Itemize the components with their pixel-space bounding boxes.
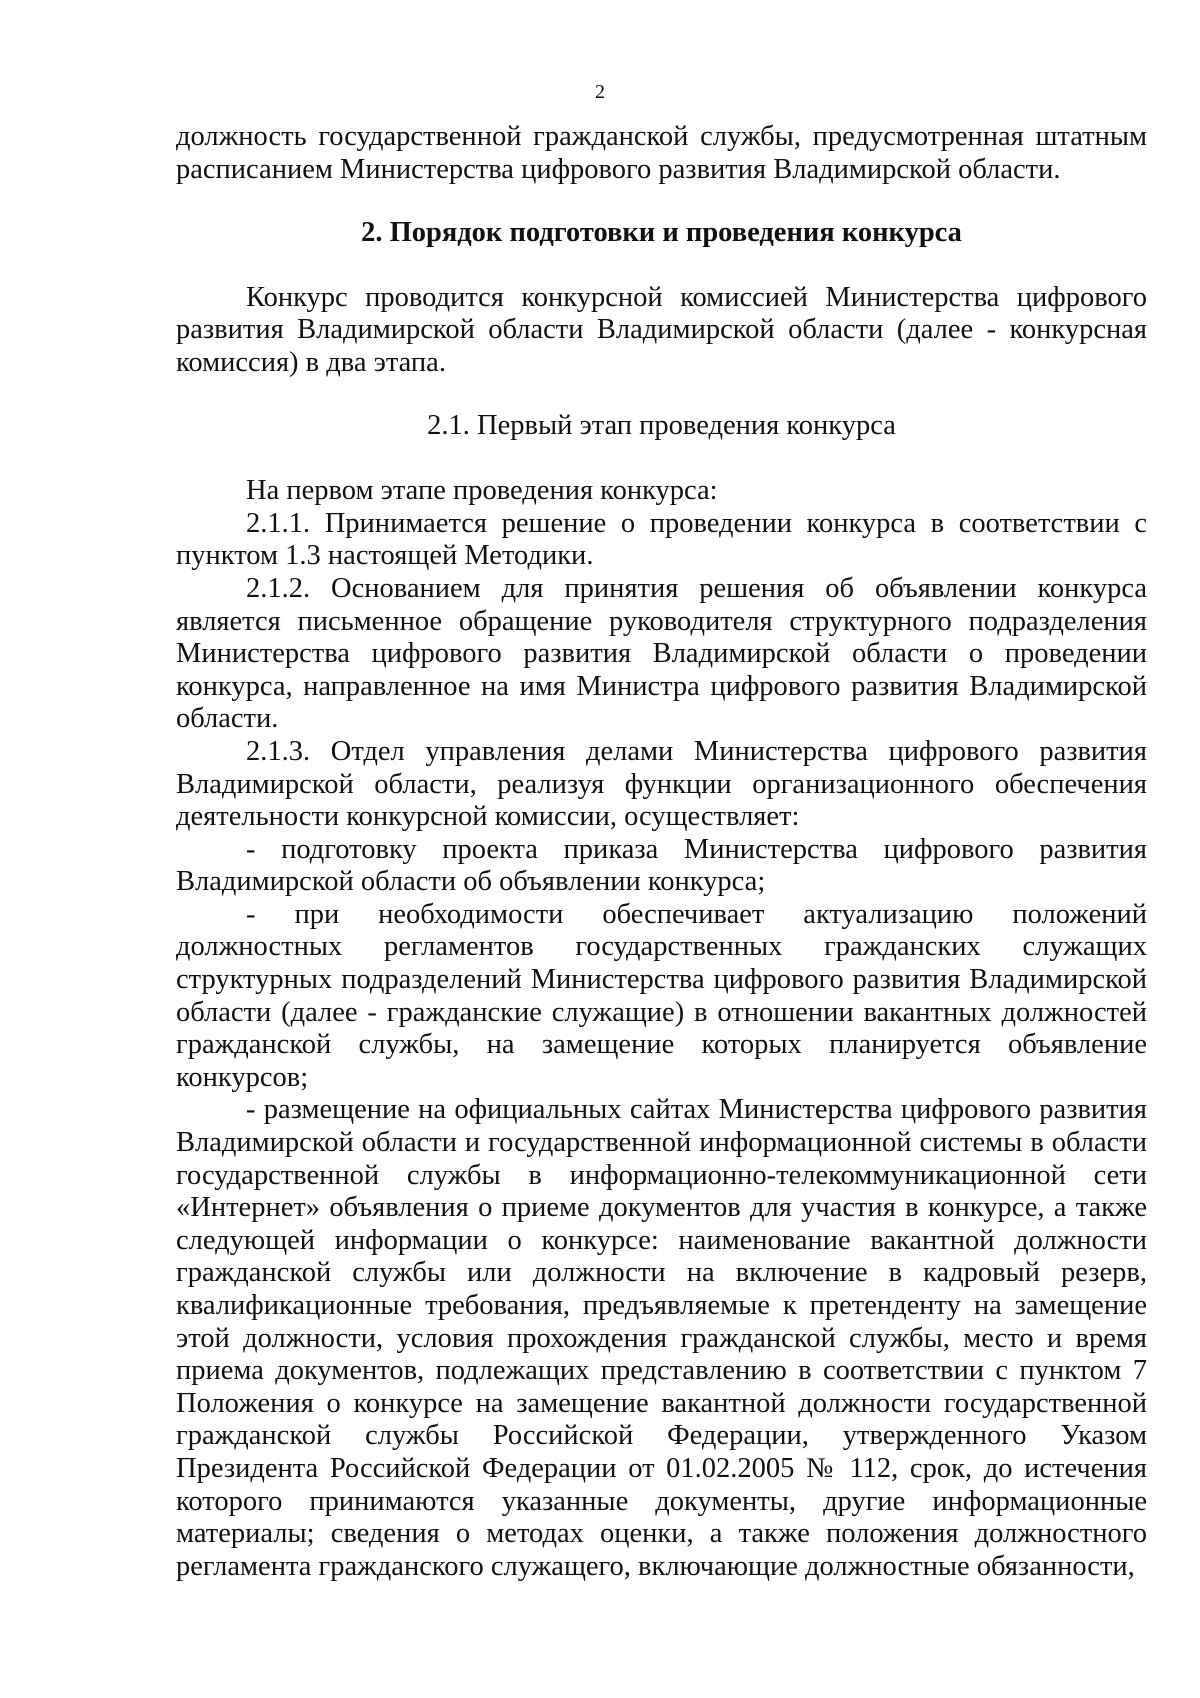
section-heading: 2. Порядок подготовки и проведения конкурса bbox=[361, 217, 962, 249]
list-item-publication: - размещение на официальных сайтах Министерства цифрового развития Владимирской области и государственной информационной системы в области государственной службы в информационно-телекоммуникационной сети «Интернет» объявления о приеме документов для участия в конкурсе, а также следующей информации о конкурсе: наименование вакантной должности гражданской службы или должности на включение в кадровый резерв, квалификационные требования, предъявляемые к претенденту на замещение этой должности, условия прохождения гражданской службы, место и время приема документов, подлежащих представлению в соответствии с пунктом 7 Положения о конкурсе на замещение вакантной должности государственной гражданской службы Российской Федерации, утвержденного Указом Президента Российской Федерации от 01.02.2005 № 112, срок, до истечения которого принимаются указанные документы, другие информационные материалы; сведения о методах оценки, а также положения должностного регламента гражданского служащего, включающие должностные обязанности, bbox=[176, 1094, 1147, 1582]
paragraph-first-stage-intro: На первом этапе проведения конкурса: bbox=[246, 475, 718, 507]
list-item-regulations: - при необходимости обеспечивает актуализацию положений должностных регламентов государственных гражданских служащих структурных подразделений Министерства цифрового развития Владимирской области (далее - гражданские служащие) в отношении вакантных должностей гражданской службы, на замещение которых планируется объявление конкурсов; bbox=[176, 898, 1147, 1093]
paragraph-2-1-2: 2.1.2. Основанием для принятия решения об объявлении конкурса является письменное обращение руководителя структурного подразделения Министерства цифрового развития Владимирской области о проведении конкурса, направленное на имя Министра цифрового развития Владимирской области. bbox=[176, 572, 1147, 735]
paragraph-2-1-3: 2.1.3. Отдел управления делами Министерства цифрового развития Владимирской области, реализуя функции организационного обеспечения деятельности конкурсной комиссии, осуществляет: bbox=[176, 735, 1147, 833]
paragraph-2-1-1: 2.1.1. Принимается решение о проведении конкурса в соответствии с пунктом 1.3 настоящей Методики. bbox=[176, 507, 1147, 572]
page-number: 2 bbox=[595, 81, 605, 103]
document-body bbox=[176, 121, 1147, 1583]
paragraph-position-description: должность государственной гражданской службы, предусмотренная штатным расписанием Министерства цифрового развития Владимирской области. bbox=[176, 121, 1147, 185]
subsection-heading: 2.1. Первый этап проведения конкурса bbox=[427, 409, 896, 441]
list-item-order-draft: - подготовку проекта приказа Министерства цифрового развития Владимирской области об объявлении конкурса; bbox=[176, 833, 1147, 898]
paragraph-commission: Конкурс проводится конкурсной комиссией Министерства цифрового развития Владимирской области Владимирской области (далее - конкурсная комиссия) в два этапа. bbox=[176, 281, 1147, 378]
